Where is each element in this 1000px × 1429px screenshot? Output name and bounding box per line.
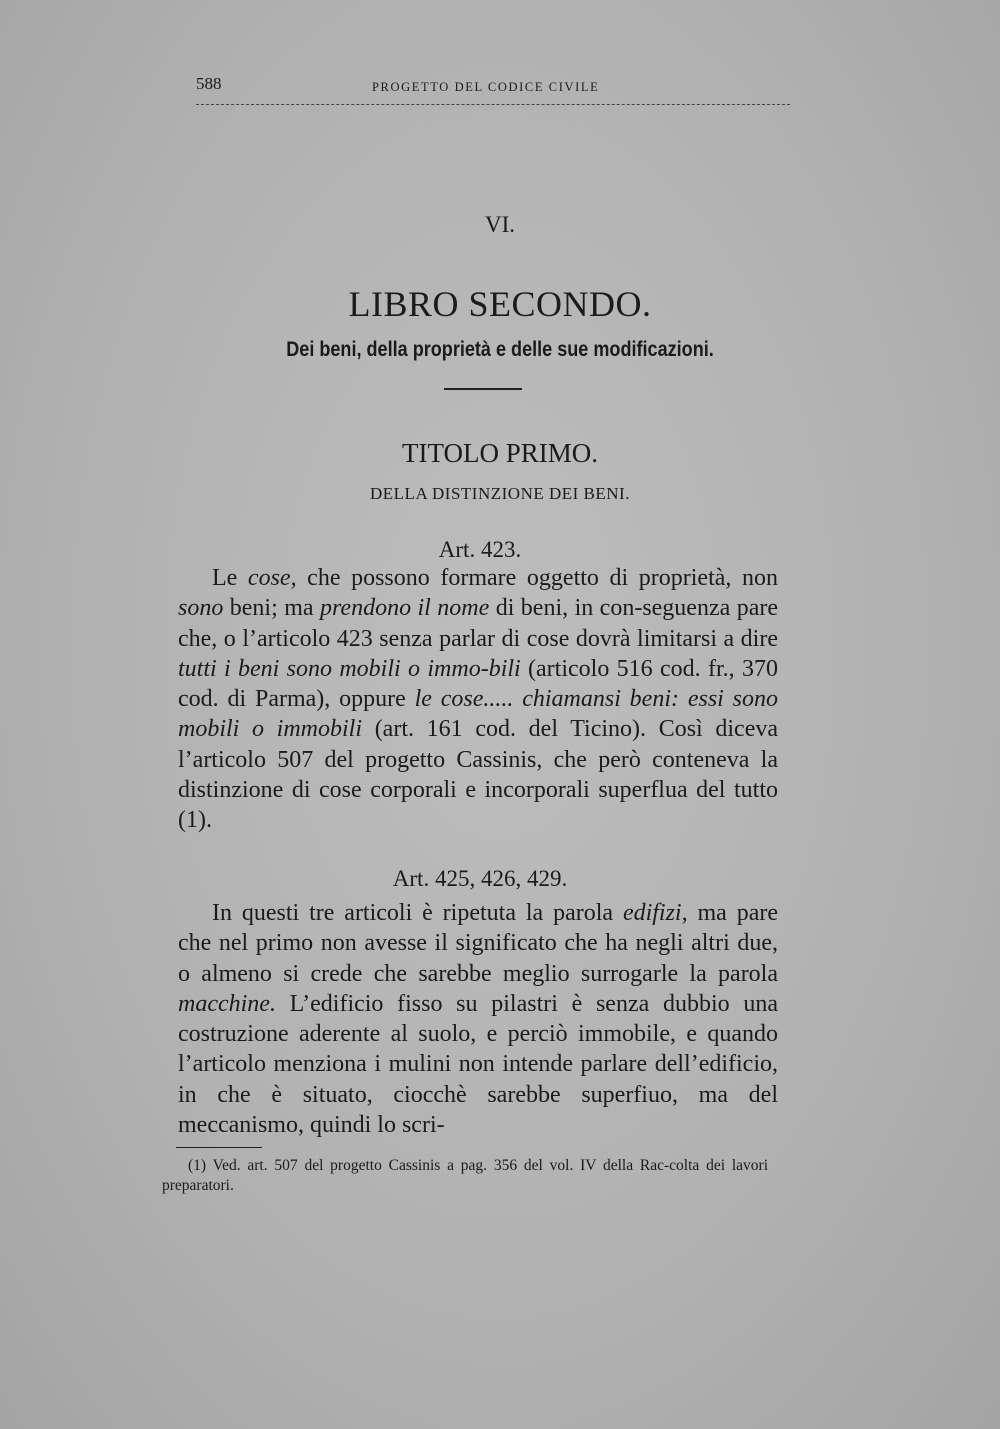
running-title: PROGETTO DEL CODICE CIVILE	[372, 80, 600, 94]
article-425-body	[178, 898, 778, 1140]
article-423-heading: Art. 423.	[438, 537, 522, 562]
title-subheading: DELLA DISTINZIONE DEI BENI.	[370, 484, 630, 503]
page-number: 588	[196, 74, 222, 93]
title-divider	[444, 388, 522, 390]
article-425-heading: Art. 425, 426, 429.	[392, 866, 568, 891]
running-header	[196, 74, 790, 104]
book-subtitle: Dei beni, della proprietà e delle sue modificazioni.	[286, 338, 714, 361]
footnote-text: (1) Ved. art. 507 del progetto Cassinis a pag. 356 del vol. IV della Rac-colta dei lavori preparatori.	[162, 1157, 768, 1194]
header-rule	[196, 104, 790, 105]
book-title: LIBRO SECONDO.	[348, 284, 652, 324]
footnote	[162, 1156, 768, 1196]
section-number: VI.	[484, 212, 516, 237]
title-heading: TITOLO PRIMO.	[401, 438, 598, 468]
article-425-paragraph: In questi tre articoli è ripetuta la parola edifizi, ma pare che nel primo non avesse il significato che ha negli altri due, o almeno si crede che sarebbe meglio surrogarle la parola macchine. L’edificio fisso su pilastri è senza dubbio una costruzione aderente al suolo, e perciò immobile, e quando l’articolo menziona i mulini non intende parlare dell’edificio, in che è situato, ciocchè sarebbe superfiuo, ma del meccanismo, quindi lo scri-	[178, 900, 778, 1139]
article-423-body	[178, 563, 778, 836]
footnote-rule	[176, 1147, 262, 1148]
article-423-paragraph: Le cose, che possono formare oggetto di proprietà, non sono beni; ma prendono il nome di beni, in con-seguenza pare che, o l’articolo 423 senza parlar di cose dovrà limitarsi a dire tutti i beni sono mobili o immo-bili (articolo 516 cod. fr., 370 cod. di Parma), oppure le cose..... chiamansi beni: essi sono mobili o immobili (art. 161 cod. del Ticino). Così diceva l’articolo 507 del progetto Cassinis, che però conteneva la distinzione di cose corporali e incorporali superflua del tutto (1).	[178, 565, 779, 834]
